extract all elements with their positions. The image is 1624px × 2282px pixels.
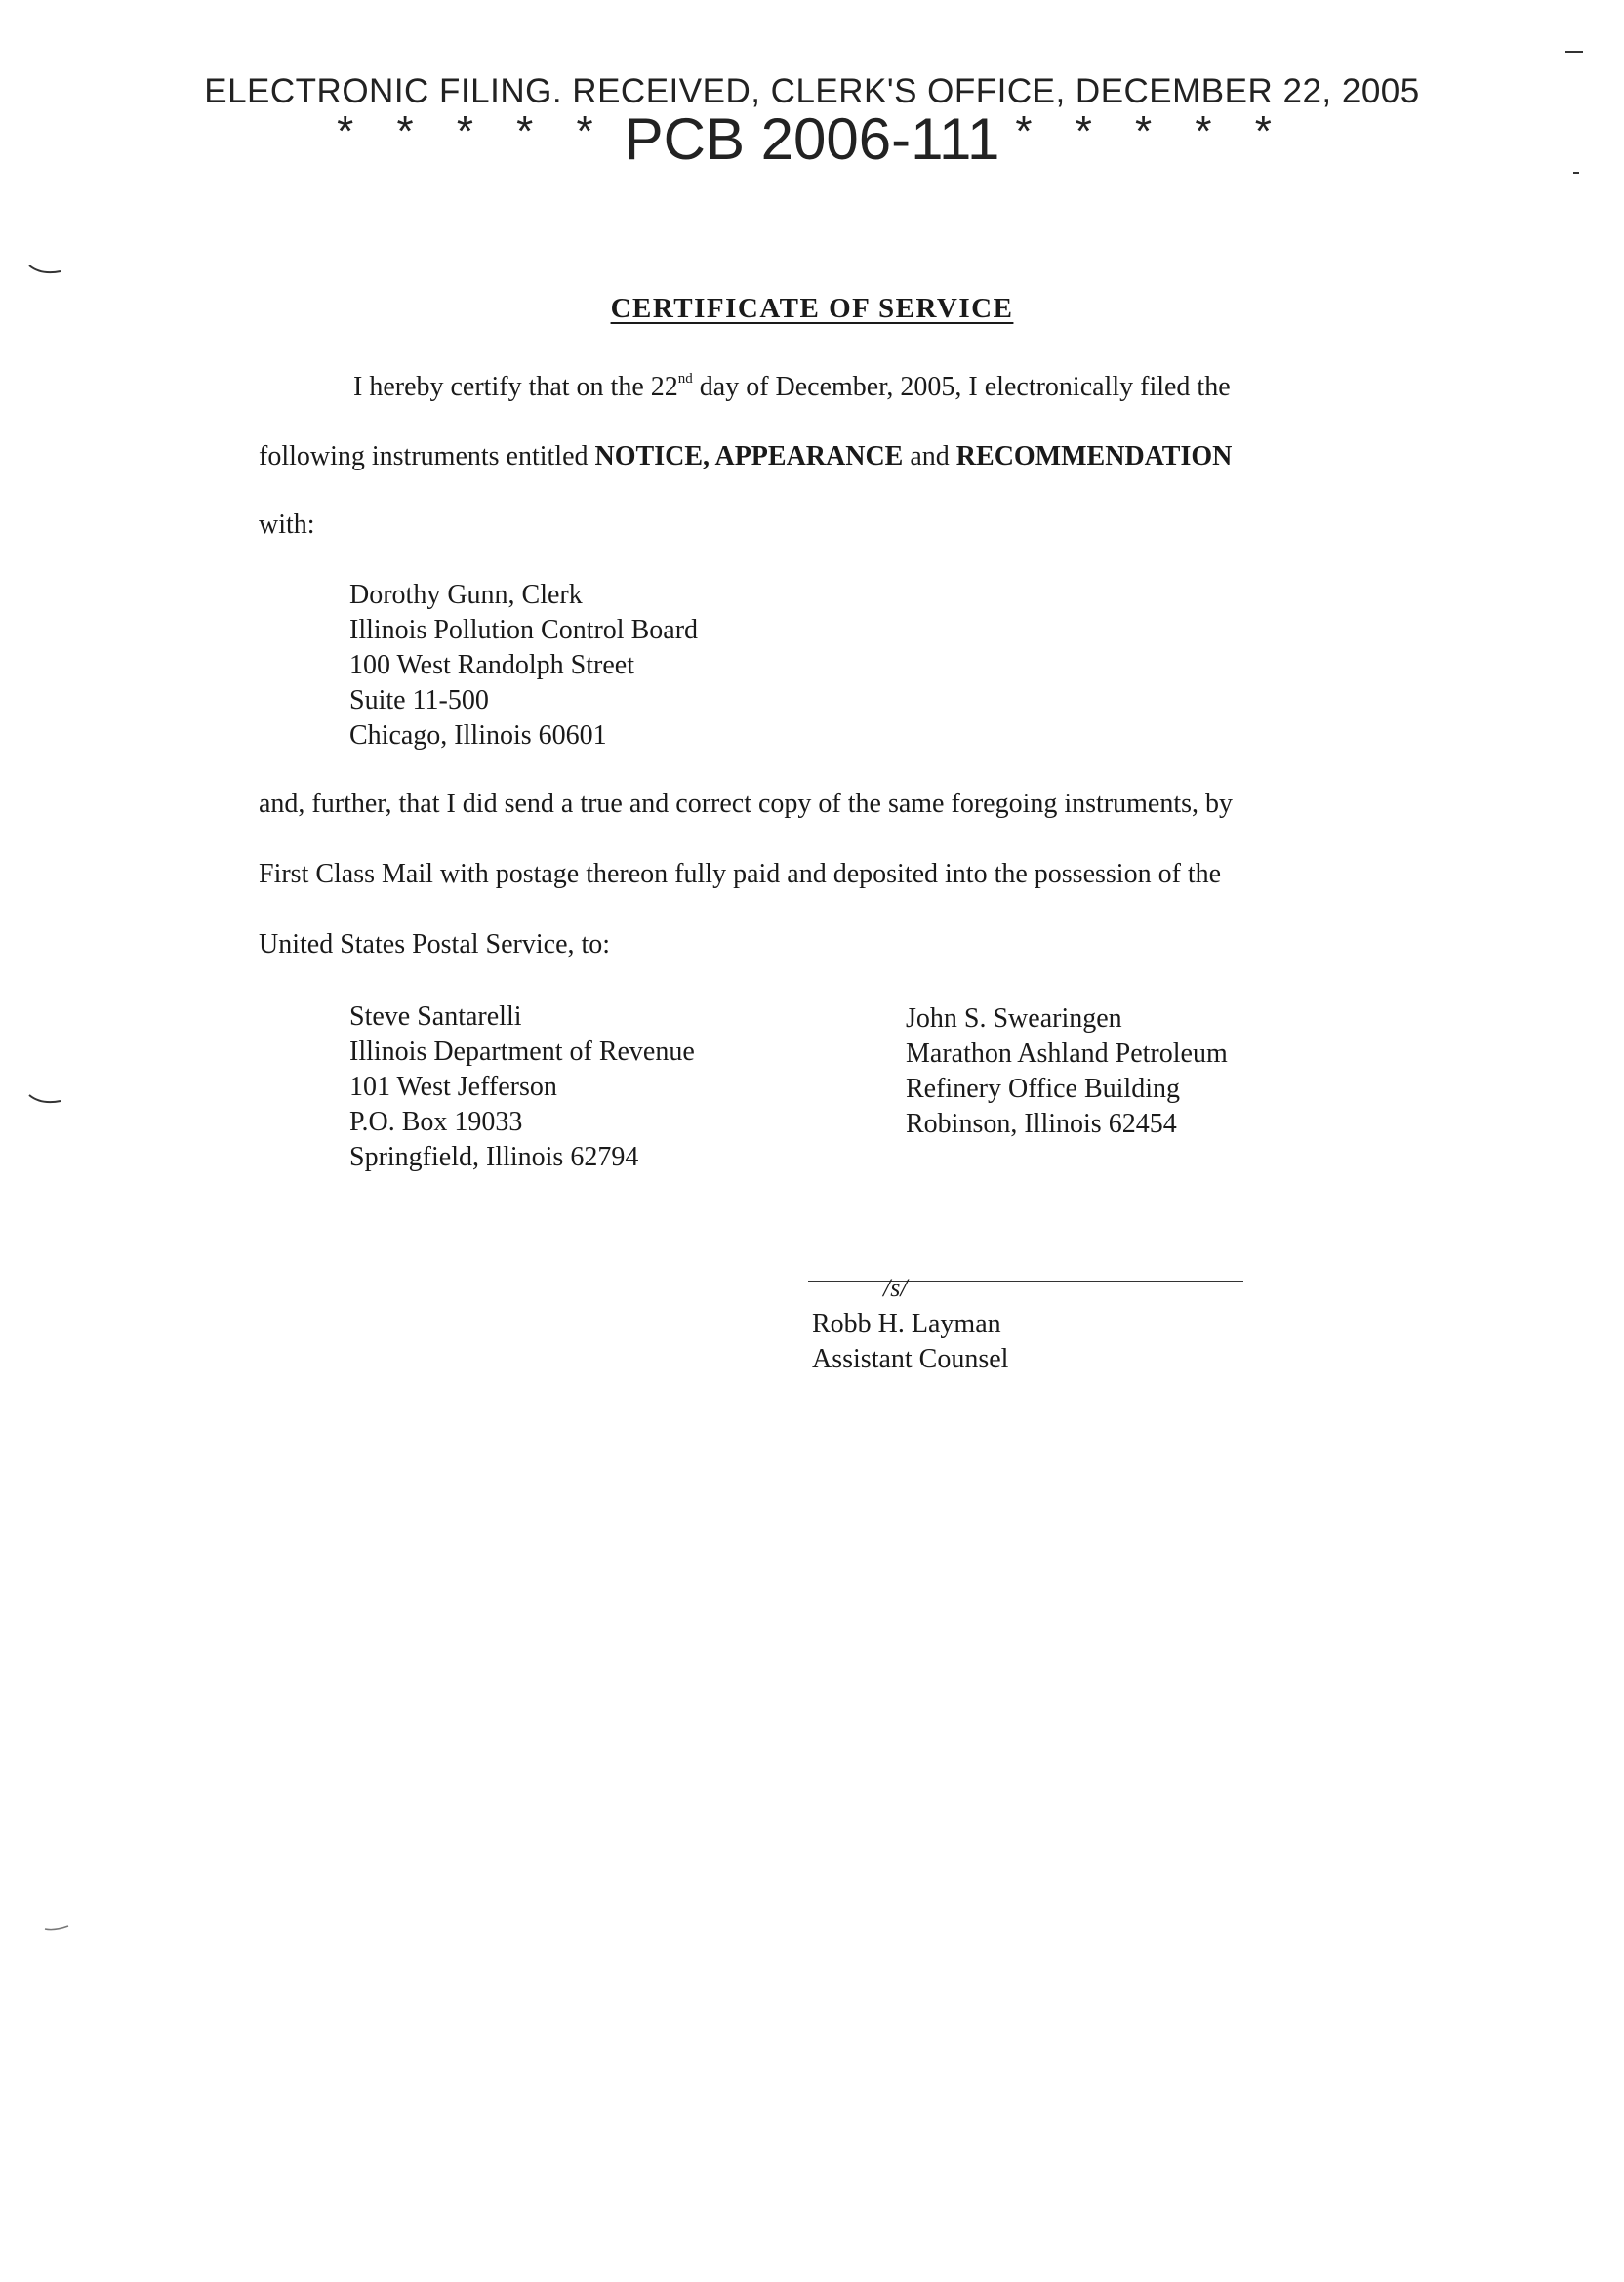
service-line: and, further, that I did send a true and correct copy of the same foregoing instruments, by	[259, 789, 1234, 819]
stars-right: * * * * *	[1015, 107, 1287, 155]
clerk-address	[349, 578, 698, 754]
binder-mark-middle-icon	[27, 1091, 66, 1107]
instrument-recommendation: RECOMMENDATION	[955, 441, 1233, 471]
recipient-address-1	[349, 999, 695, 1175]
address-line: P.O. Box 19033	[349, 1107, 523, 1137]
document-title: CERTIFICATE OF SERVICE	[610, 293, 1014, 324]
certify-paragraph-line	[353, 371, 1231, 403]
instrument-separator: ,	[703, 441, 715, 471]
scan-speck	[1573, 172, 1579, 174]
certify-ordinal: nd	[677, 371, 693, 387]
with-text: with:	[259, 509, 315, 540]
instrument-notice: NOTICE	[594, 441, 703, 471]
filing-stamp: ELECTRONIC FILING. RECEIVED, CLERK'S OFFICE, DECEMBER 22, 2005	[204, 72, 1420, 110]
address-line: Marathon Ashland Petroleum	[906, 1039, 1228, 1069]
address-line: Springfield, Illinois 62794	[349, 1142, 639, 1172]
address-line: 101 West Jefferson	[349, 1072, 557, 1102]
service-line: United States Postal Service, to:	[259, 929, 611, 959]
case-number: PCB 2006-111	[624, 106, 1000, 172]
recipient-address-2	[906, 1001, 1228, 1142]
address-line: Illinois Department of Revenue	[349, 1037, 695, 1067]
binder-mark-bottom-icon	[43, 1923, 72, 1933]
certify-lead: I hereby certify that on the 22	[353, 372, 678, 402]
binder-mark-top-icon	[27, 262, 66, 277]
instruments-lead: following instruments entitled	[259, 441, 595, 471]
address-line: Steve Santarelli	[349, 1001, 522, 1032]
signer-title: Assistant Counsel	[812, 1344, 1009, 1374]
instrument-appearance: APPEARANCE	[714, 441, 904, 471]
signature-mark: /s/	[883, 1274, 908, 1302]
address-line: Suite 11-500	[349, 685, 489, 715]
scan-speck	[1565, 51, 1583, 53]
address-line: Dorothy Gunn, Clerk	[349, 580, 583, 610]
address-line: 100 West Randolph Street	[349, 650, 634, 680]
instruments-line	[259, 441, 1232, 472]
signature-block	[812, 1307, 1008, 1377]
address-line: Illinois Pollution Control Board	[349, 615, 699, 645]
case-number-banner	[0, 105, 1624, 173]
address-line: John S. Swearingen	[906, 1003, 1122, 1034]
signature-line	[808, 1281, 1243, 1282]
instrument-and: and	[903, 441, 956, 471]
certify-rest: day of December, 2005, I electronically filed the	[692, 372, 1231, 402]
address-line: Refinery Office Building	[906, 1074, 1180, 1104]
signer-name: Robb H. Layman	[812, 1309, 1001, 1339]
address-line: Chicago, Illinois 60601	[349, 720, 607, 751]
address-line: Robinson, Illinois 62454	[906, 1109, 1177, 1139]
stars-left: * * * * *	[337, 107, 609, 155]
service-line: First Class Mail with postage thereon fully paid and deposited into the possession of the	[259, 859, 1222, 889]
